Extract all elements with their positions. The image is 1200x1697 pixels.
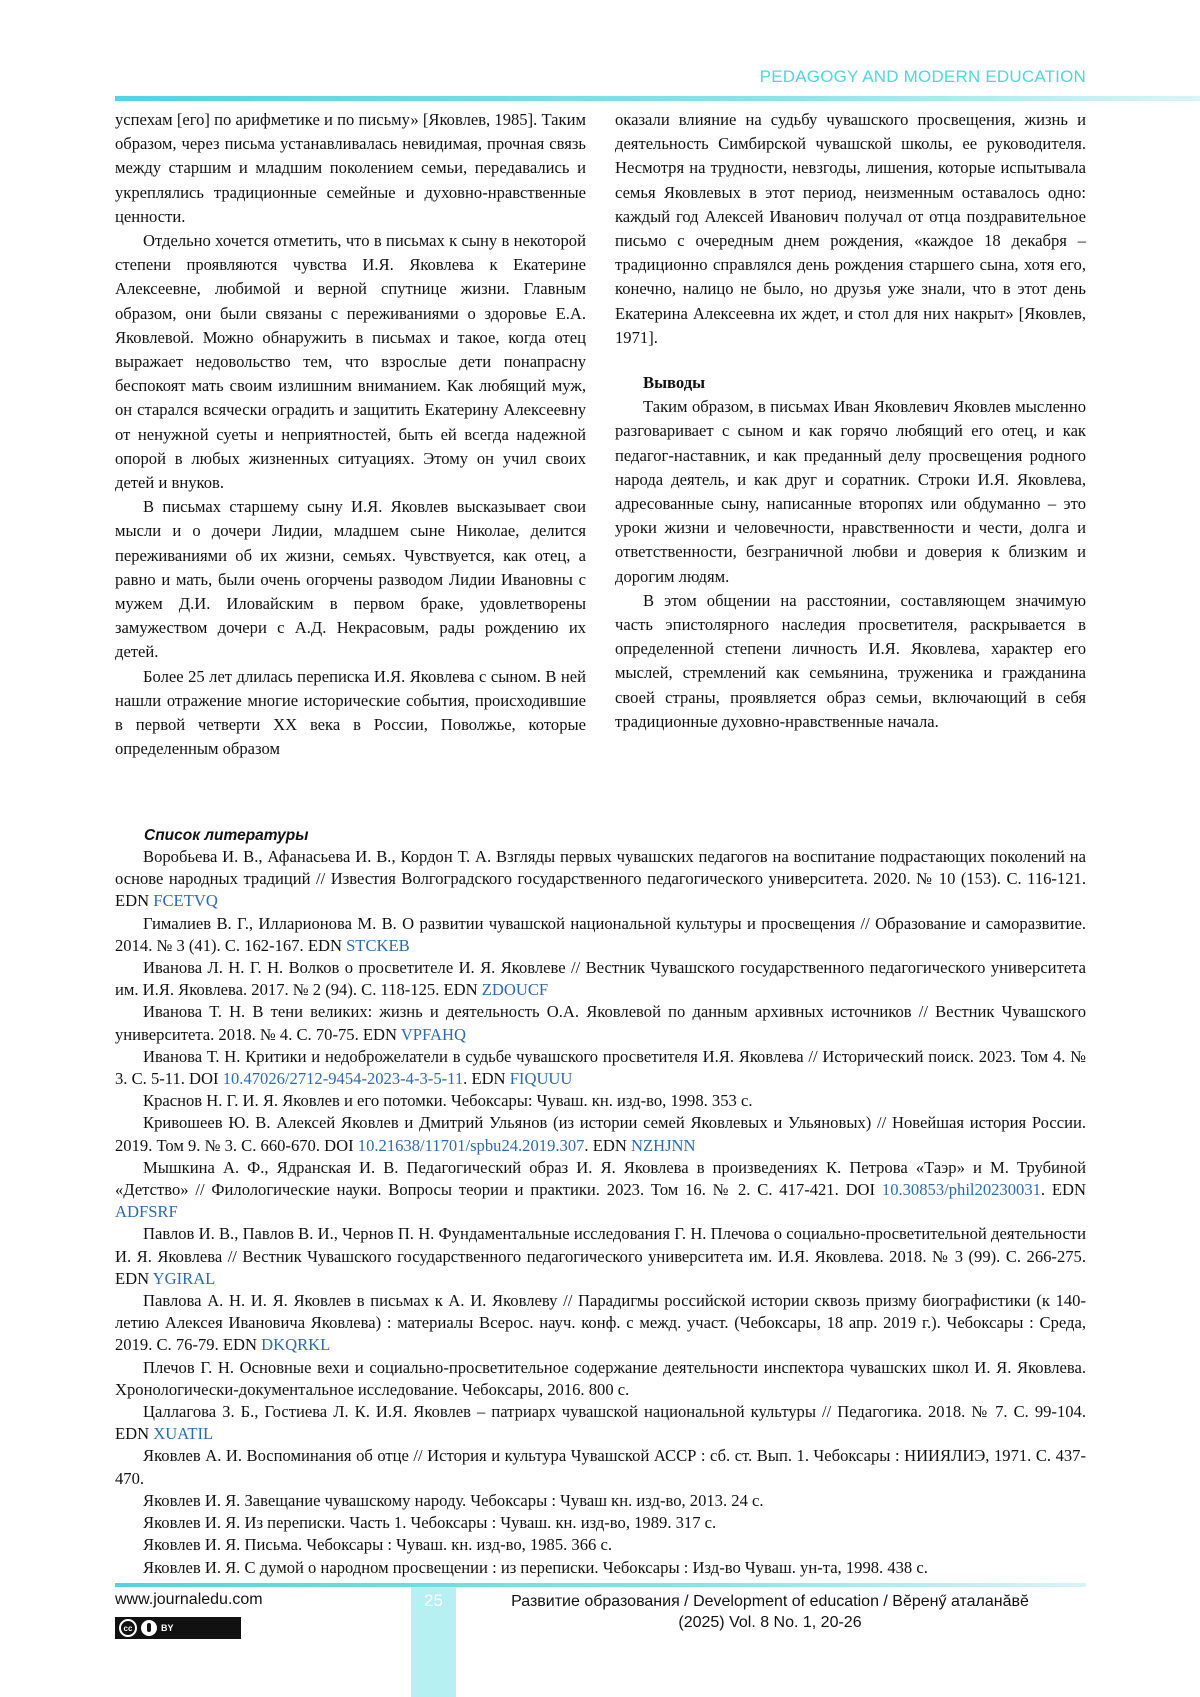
right-column: [615, 108, 1086, 761]
paragraph: оказали влияние на судьбу чувашского просвещения, жизнь и деятельность Симбирской чувашской школы, ее руководителя. Несмотря на трудности, невзгоды, лишения, которые испытывала семья Яковлевых в этот период, неизменным оставалось одно: каждый год Алексей Иванович получал от отца поздравительное письмо с очередным днем рождения, «каждое 18 декабря – традиционно справлялся день рождения старшего сына, хотя его, конечно, налицо не было, но друзья уже знали, что в этот день Екатерина Алексеевна их ждет, и стол для них накрыт» [Яковлев, 1971].: [615, 110, 1086, 347]
reference-separator: . EDN: [584, 1135, 631, 1155]
paragraph: Таким образом, в письмах Иван Яковлевич Яковлев мысленно разговаривает с сыном и как горячо любящий его отец, и как педагог-наставник, и как преданный делу просвещения родного народа деятель, и как друг и соратник. Строки И.Я. Яковлева, адресованные сыну, написанные второпях или обдуманно – это уроки жизни и человечности, нравственности и чести, долга и ответственности, безграничной любви и доверия к близким и дорогим людям.: [615, 397, 1086, 586]
citation-line: (2025) Vol. 8 No. 1, 20-26: [678, 1614, 862, 1631]
reference-item: [115, 1290, 1086, 1357]
reference-item: [115, 957, 1086, 1001]
edn-link[interactable]: ADFSRF: [115, 1202, 178, 1222]
reference-separator: . EDN: [1040, 1180, 1086, 1200]
edn-link[interactable]: STCKEB: [346, 935, 410, 955]
reference-text: Яковлев И. Я. С думой о народном просвещении : из переписки. Чебоксары : Изд-во Чуваш. ун-та, 1998. 438 с.: [143, 1557, 928, 1577]
reference-text: Цаллагова З. Б., Гостиева Л. К. И.Я. Яковлев – патриарх чувашской национальной культуры // Педагогика. 2018. № 7. С. 99-104. EDN: [115, 1402, 1086, 1444]
edn-link[interactable]: ZDOUCF: [481, 980, 549, 1000]
reference-item: [115, 1090, 1086, 1112]
references-heading: Список литературы: [144, 827, 309, 844]
reference-text: Плечов Г. Н. Основные вехи и социально-просветительное содержание деятельности инспектора чувашских школ И. Я. Яковлева. Хронологически-документальное исследование. Чебоксары, 2016. 800 с.: [115, 1357, 1086, 1399]
footer-citation: [470, 1591, 1070, 1633]
edn-link[interactable]: VPFAHQ: [400, 1024, 466, 1044]
reference-item: [115, 1557, 1086, 1579]
person-icon: [141, 1620, 157, 1636]
reference-item: [115, 913, 1086, 957]
reference-text: Гималиев В. Г., Илларионова М. В. О развитии чувашской национальной культуры и просвещения // Образование и саморазвитие. 2014. № 3 (41). С. 162-167. EDN: [115, 913, 1086, 955]
footer-rule: [115, 1583, 1086, 1587]
reference-item: [115, 1157, 1086, 1224]
reference-item: [115, 846, 1086, 913]
reference-item: [115, 1401, 1086, 1445]
reference-separator: . EDN: [463, 1069, 510, 1089]
paragraph: В письмах старшему сыну И.Я. Яковлев высказывает свои мысли и о дочери Лидии, младшем сыне Николае, делится переживаниями об их жизни, семьях. Чувствуется, как отец, а равно и мать, были очень огорчены разводом Лидии Ивановны с мужем Д.И. Иловайским в первом браке, удовлетворены замужеством дочери с А.Д. Некрасовым, рады рождению их детей.: [115, 497, 586, 662]
reference-text: Мышкина А. Ф., Ядранская И. В. Педагогический образ И. Я. Яковлева в произведениях К. Петрова «Таэр» и М. Трубиной «Детство» // Филологические науки. Вопросы теории и практики. 2023. Том 16. № 2. С. 417-421. DOI: [115, 1157, 1086, 1200]
edn-link[interactable]: XUATIL: [153, 1424, 214, 1444]
reference-text: Иванова Л. Н. Г. Н. Волков о просветителе И. Я. Яковлеве // Вестник Чувашского государственного педагогического университета им. И.Я. Яковлева. 2017. № 2 (94). С. 118-125. EDN: [115, 958, 1086, 1000]
citation-line: Развитие образования / Development of education / Вĕренӳ аталанăвĕ: [511, 1593, 1029, 1610]
doi-link[interactable]: 10.30853/phil20230031: [881, 1180, 1041, 1200]
license-label: BY: [161, 1623, 174, 1633]
doi-link[interactable]: 10.47026/2712-9454-2023-4-3-5-11: [222, 1069, 464, 1089]
reference-text: Кривошеев Ю. В. Алексей Яковлев и Дмитрий Ульянов (из истории семей Яковлевых и Ульяновых) // Новейшая история России. 2019. Том 9. № 3. С. 660-670. DOI: [115, 1113, 1086, 1155]
edn-link[interactable]: FCETVQ: [153, 891, 218, 911]
paragraph: Отдельно хочется отметить, что в письмах к сыну в некоторой степени проявляются чувства И.Я. Яковлева к Екатерине Алексеевне, любимой и верной спутнице жизни. Главным образом, они были связаны с переживаниями о здоровье Е.А. Яковлевой. Можно обнаружить в письмах и такое, когда отец выражает недовольство тем, что взрослые дети понапрасну беспокоят мать своим излишним вниманием. Как любящий муж, он старался всячески оградить и защитить Екатерину Алексеевну от ненужной суеты и неприятностей, быть ей всегда надежной опорой в любых жизненных ситуациях. Этому он учил своих детей и внуков.: [115, 231, 586, 493]
site-url-link[interactable]: www.journaledu.com: [115, 1591, 263, 1608]
reference-item: [115, 1445, 1086, 1489]
reference-text: Яковлев И. Я. Письма. Чебоксары : Чуваш. кн. изд-во, 1985. 366 с.: [143, 1535, 612, 1555]
edn-link[interactable]: YGIRAL: [152, 1268, 216, 1288]
journal-title: PEDAGOGY AND MODERN EDUCATION: [759, 67, 1086, 86]
cc-by-icon[interactable]: [115, 1617, 241, 1639]
reference-text: Яковлев А. И. Воспоминания об отце // История и культура Чувашской АССР : сб. ст. Вып. 1. Чебоксары : НИИЯЛИЭ, 1971. С. 437-470.: [115, 1446, 1086, 1488]
reference-text: Яковлев И. Я. Из переписки. Часть 1. Чебоксары : Чуваш. кн. изд-во, 1989. 317 с.: [143, 1513, 717, 1533]
page-number: 25: [424, 1591, 443, 1610]
references: [115, 826, 1086, 1579]
doi-link[interactable]: 10.21638/11701/spbu24.2019.307: [357, 1135, 585, 1155]
reference-text: Иванова Т. Н. Критики и недоброжелатели в судьбе чувашского просветителя И.Я. Яковлева // Исторический поиск. 2023. Том 4. № 3. С. 5-11. DOI: [115, 1046, 1086, 1089]
cc-icon: cc: [119, 1619, 137, 1637]
reference-item: [115, 1490, 1086, 1512]
edn-link[interactable]: NZHJNN: [630, 1135, 696, 1155]
reference-text: Краснов Н. Г. И. Я. Яковлев и его потомки. Чебоксары: Чуваш. кн. изд-во, 1998. 353 с.: [143, 1091, 753, 1111]
reference-item: [115, 1112, 1086, 1156]
reference-list: [115, 846, 1086, 1579]
reference-item: [115, 1046, 1086, 1090]
reference-item: [115, 1512, 1086, 1534]
conclusions-heading: Выводы: [643, 373, 706, 393]
paragraph: В этом общении на расстоянии, составляющем значимую часть эпистолярного наследия просветителя, раскрывается в определенной степени личность И.Я. Яковлева, характер его мыслей, стремлений как семьянина, труженика и гражданина своей страны, проявляется образ семьи, включающий в себя традиционные духовно-нравственные начала.: [615, 590, 1086, 731]
paragraph: Более 25 лет длилась переписка И.Я. Яковлева с сыном. В ней нашли отражение многие исторические события, происходившие в первой четверти XX века в России, Поволжье, которые определенным образом: [115, 666, 586, 759]
header-rule: [115, 96, 1200, 101]
edn-link[interactable]: DKQRKL: [261, 1335, 331, 1355]
paragraph: успехам [его] по арифметике и по письму» [Яковлев, 1985]. Таким образом, через письма устанавливалась невидимая, прочная связь между старшим и младшим поколением семьи, передавались и укреплялись традиционные семейные и духовно-нравственные ценности.: [115, 110, 586, 226]
left-column: [115, 108, 586, 761]
reference-text: Яковлев И. Я. Завещание чувашскому народу. Чебоксары : Чуваш кн. изд-во, 2013. 24 с.: [143, 1490, 764, 1510]
reference-item: [115, 1534, 1086, 1556]
reference-text: Павлов И. В., Павлов В. И., Чернов П. Н. Фундаментальные исследования Г. Н. Плечова о социально-просветительной деятельности И. Я. Яковлева // Вестник Чувашского государственного педагогического университета им. И.Я. Яковлева. 2018. № 3 (99). С. 266-275. EDN: [115, 1224, 1086, 1288]
reference-text: Иванова Т. Н. В тени великих: жизнь и деятельность О.А. Яковлевой по данным архивных источников // Вестник Чувашского университета. 2018. № 4. С. 70-75. EDN: [115, 1002, 1086, 1044]
reference-item: [115, 1223, 1086, 1290]
reference-item: [115, 1357, 1086, 1401]
reference-item: [115, 1001, 1086, 1045]
edn-link[interactable]: FIQUUU: [509, 1069, 573, 1089]
reference-text: Воробьева И. В., Афанасьева И. В., Кордон Т. А. Взгляды первых чувашских педагогов на воспитание подрастающих поколений на основе народных традиций // Известия Волгоградского государственного педагогического университета. 2020. № 10 (153). С. 116-121. EDN: [115, 847, 1086, 911]
reference-text: Павлова А. Н. И. Я. Яковлев в письмах к А. И. Яковлеву // Парадигмы российской истории сквозь призму биографистики (к 140-летию Алексея Ивановича Яковлева) : материалы Всерос. науч. конф. с межд. участ. (Чебоксары, 18 апр. 2019 г.). Чебоксары : Среда, 2019. С. 76-79. EDN: [115, 1291, 1086, 1355]
article-body: [115, 108, 1086, 761]
